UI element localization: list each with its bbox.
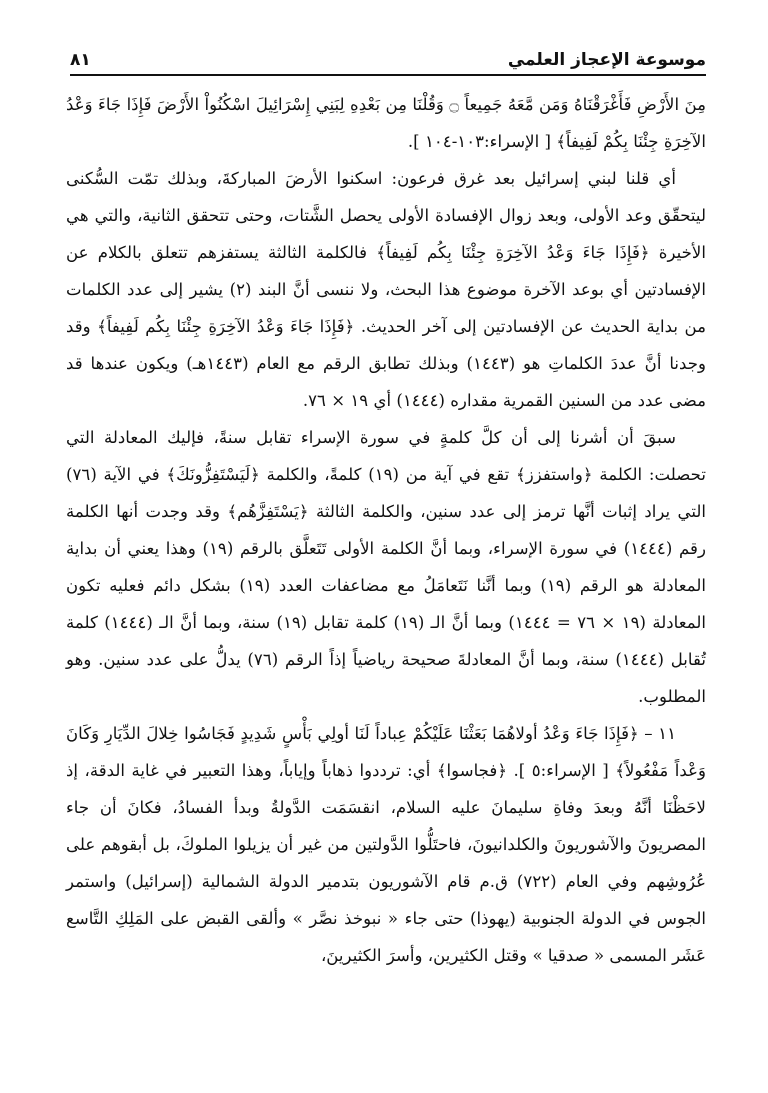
paragraph-item-11: ١١ – ﴿فَإِذَا جَاءَ وَعْدُ أولاهُمَا بَعَثْنَا عَلَيْكُمْ عِباداً لَنَا أولِي بَأْسٍ شَدِيدٍ فَجَاسُوا خِلالَ الدِّيَارِ وَكَانَ وَعْداً مَفْعُولاً﴾ [ الإسراء:٥ ]. ﴿فجاسوا﴾ أي: ترددوا ذهاباً وإياباً، وهذا التعبير في غاية الدقة، إذ لاحَظْنَا أنَّهُ وبعدَ وفاةِ سليمانَ عليه السلام، انقسَمَت الدَّولةُ وبدأ الفسادُ، فكانَ أن جاء المصريونَ والآشوريونَ والكلدانيونَ، فاحتَلُّوا الدَّولتين من غير أن يزيلوا الملوكَ، بل أبقوهم على عُرُوشِهم وفي العام (٧٢٢) ق.م قام الآشوريون بتدمير الدولة الشمالية (إسرائيل) واستمر الجوس في الدولة الجنوبية (يهوذا) حتى جاء « نبوخذ نصَّر » وألقى القبض على المَلِكِ التَّاسع عَشَر المسمى « صدقيا » وقتل الكثيرين، وأسرَ الكثيرينَ، (66, 724, 706, 965)
page-number: ٨١ (70, 50, 91, 70)
book-title: موسوعة الإعجاز العلمي (507, 50, 706, 70)
page-header (70, 44, 706, 76)
paragraph-verse-continuation: مِنَ الأَرْضِ فَأَغْرَقْنَاهُ وَمَن مَّعَهُ جَمِيعاً ۝ وَقُلْنَا مِن بَعْدِهِ لِبَنِي إِسْرَائِيلَ اسْكُنُواْ الأَرْضَ فَإِذَا جَاءَ وَعْدُ الآخِرَةِ جِئْنَا بِكُمْ لَفِيفاً﴾ [ الإسراء:١٠٣-١٠٤ ]. (66, 95, 706, 151)
paragraph-explanation: أي قلنا لبني إسرائيل بعد غرق فرعون: اسكنوا الأرضَ المباركةَ، وبذلك تمّت السُّكنى ليتحقّق وعد الأولى، وبعد زوال الإفسادة الأولى يحصل الشَّتات، وحتى تتحقق الثانية، والتي هي الأخيرة ﴿فَإِذَا جَاءَ وَعْدُ الآخِرَةِ جِئْنَا بِكُم لَفِيفاً﴾ فالكلمة الثالثة يستفزهم تتعلق بالكلام عن الإفسادتين أي بوعد الآخرة موضوع هذا البحث، ولا ننسى أنَّ البند (٢) يشير إلى عدد الكلمات من بداية الحديث عن الإفسادتين إلى آخر الحديث. ﴿فَإِذَا جَاءَ وَعْدُ الآخِرَةِ جِئْنَا بِكُم لَفِيفاً﴾ وقد وجدنا أنَّ عددَ الكلماتِ هو (١٤٤٣) وبذلك تطابق الرقم مع العام (١٤٤٣هـ) ويكون عندها قد مضى عدد من السنين القمرية مقداره (١٤٤٤) أي ١٩ × ٧٦. (66, 169, 707, 410)
page-body (66, 86, 706, 974)
paragraph-equation: سبقَ أن أشرنا إلى أن كلَّ كلمةٍ في سورة الإسراء تقابل سنةً، فإليك المعادلة التي تحصلت: الكلمة ﴿واستفزز﴾ تقع في آية من (١٩) كلمةً، والكلمة ﴿لَيَسْتَفِزُّونَكَ﴾ في الآية (٧٦) التي يراد إثبات أنَّها ترمز إلى عدد سنين، والكلمة الثالثة ﴿يَسْتَفِزَّهُم﴾ وقد وجدت أنها الكلمة رقم (١٤٤٤) في سورة الإسراء، وبما أنَّ الكلمة الأولى تَتَعلَّق بالرقم (١٩) وهذا يعني أن بداية المعادلة هو الرقم (١٩) وبما أنَّنا نَتَعامَلُ مع مضاعفات العدد (١٩) بشكل دائم فعليه تكون المعادلة (١٩ × ٧٦ = ١٤٤٤) وبما أنَّ الـ (١٩) كلمة تقابل (١٩) سنة، وبما أنَّ الـ (١٤٤٤) كلمة تُقابل (١٤٤٤) سنة، وبما أنَّ المعادلةَ صحيحة رياضياً إذاً الرقم (٧٦) يدلُّ على عدد سنين. وهو المطلوب. (66, 428, 707, 706)
